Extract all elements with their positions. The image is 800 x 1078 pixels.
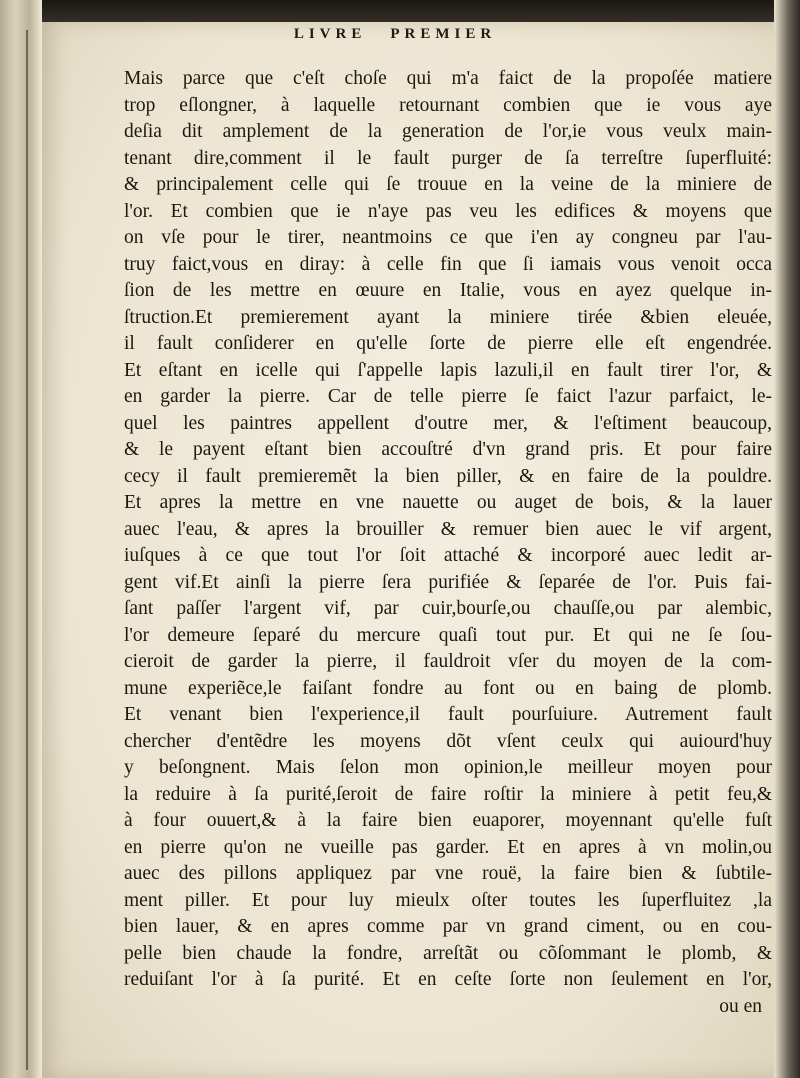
text-line: reduiſant l'or à ſa purité. Et en ceſte ſorte non ſeulement en l'or, xyxy=(124,969,772,990)
text-line: Mais parce que c'eſt choſe qui m'a faict de la propoſée matiere xyxy=(124,68,772,89)
text-line: ſtruction.Et premierement ayant la miniere tirée &bien eleuée, xyxy=(124,306,772,328)
text-line: iuſques à ce que tout l'or ſoit attaché & incorporé auec ledit ar- xyxy=(124,545,772,566)
text-line: deſia dit amplement de la generation de l'or,ie vous veulx main- xyxy=(124,121,772,142)
text-line: ment piller. Et pour luy mieulx oſter toutes les ſuperfluitez ,la xyxy=(124,889,772,911)
text-line: en pierre qu'on ne vueille pas garder. Et en apres à vn molin,ou xyxy=(124,836,772,858)
text-line: auec l'eau, & apres la brouiller & remuer bien auec le vif argent, xyxy=(124,518,772,540)
text-line: cecy il fault premieremẽt la bien piller, & en faire de la pouldre. xyxy=(124,465,772,487)
running-head xyxy=(0,26,790,43)
text-line: à four ouuert,& à la faire bien euaporer, moyennant qu'elle fuſt xyxy=(124,810,772,831)
text-line: pelle bien chaude la fondre, arreſtãt ou cõſommant le plomb, & xyxy=(124,942,772,964)
text-line: il fault conſiderer en qu'elle ſorte de pierre elle eſt engendrée. xyxy=(124,333,772,354)
text-line: gent vif.Et ainſi la pierre ſera purifiée & ſeparée de l'or. Puis fai- xyxy=(124,571,772,593)
text-line: ſant paſſer l'argent vif, par cuir,bourſe,ou chauſſe,ou par alembic, xyxy=(124,598,772,619)
text-line: Et venant bien l'experience,il fault pourſuiure. Autrement fault xyxy=(124,704,772,725)
text-line: truy faict,vous en diray: à celle fin que ſi iamais vous venoit occa xyxy=(124,253,772,275)
text-line: l'or. Et combien que ie n'aye pas veu les edifices & moyens que xyxy=(124,200,772,222)
text-line: chercher d'entẽdre les moyens dõt vſent ceulx qui auiourd'huy xyxy=(124,730,772,752)
text-line: auec des pillons appliquez par vne rouë, la faire bien & ſubtile- xyxy=(124,863,772,884)
catchword: ou en xyxy=(719,995,762,1017)
text-line: & principalement celle qui ſe trouue en la veine de la miniere de xyxy=(124,174,772,195)
text-line: en garder la pierre. Car de telle pierre ſe faict l'azur parfaict, le- xyxy=(124,386,772,407)
text-line: Et apres la mettre en vne nauette ou auget de bois, & la lauer xyxy=(124,492,772,513)
text-line: la reduire à ſa purité,ſeroit de faire roſtir la miniere à petit feu,& xyxy=(124,783,772,805)
text-line: y beſongnent. Mais ſelon mon opinion,le meilleur moyen pour xyxy=(124,757,772,778)
page-right-edge-shadow xyxy=(774,0,800,1078)
text-line: tenant dire,comment il le fault purger de ſa terreſtre ſuperfluité: xyxy=(124,147,772,169)
text-line: bien lauer, & en apres comme par vn grand ciment, ou en cou- xyxy=(124,916,772,937)
text-line: l'or demeure ſeparé du mercure quaſi tout pur. Et qui ne ſe ſou- xyxy=(124,624,772,646)
running-head-word-livre: LIVRE xyxy=(293,26,367,42)
running-head-word-premier: PREMIER xyxy=(390,26,497,42)
text-line: on vſe pour le tirer, neantmoins ce que i'en ay congneu par l'au- xyxy=(124,227,772,248)
text-line: mune experiẽce,le faiſant fondre au font ou en baing de plomb. xyxy=(124,677,772,699)
text-line: cieroit de garder la pierre, il fauldroit vſer du moyen de la com- xyxy=(124,651,772,672)
text-line: Et eſtant en icelle qui ſ'appelle lapis lazuli,il en fault tirer l'or, & xyxy=(124,359,772,381)
text-line: & le payent eſtant bien accouſtré d'vn grand pris. Et pour faire xyxy=(124,439,772,460)
book-spine-gutter xyxy=(0,0,42,1078)
body-text xyxy=(124,66,772,1020)
text-line: trop eſlongner, à laquelle retournant combien que ie vous aye xyxy=(124,94,772,116)
text-line: ſion de les mettre en œuure en Italie, vous en ayez quelque in- xyxy=(124,280,772,301)
text-line: quel les paintres appellent d'outre mer, & l'eſtiment beaucoup, xyxy=(124,412,772,434)
